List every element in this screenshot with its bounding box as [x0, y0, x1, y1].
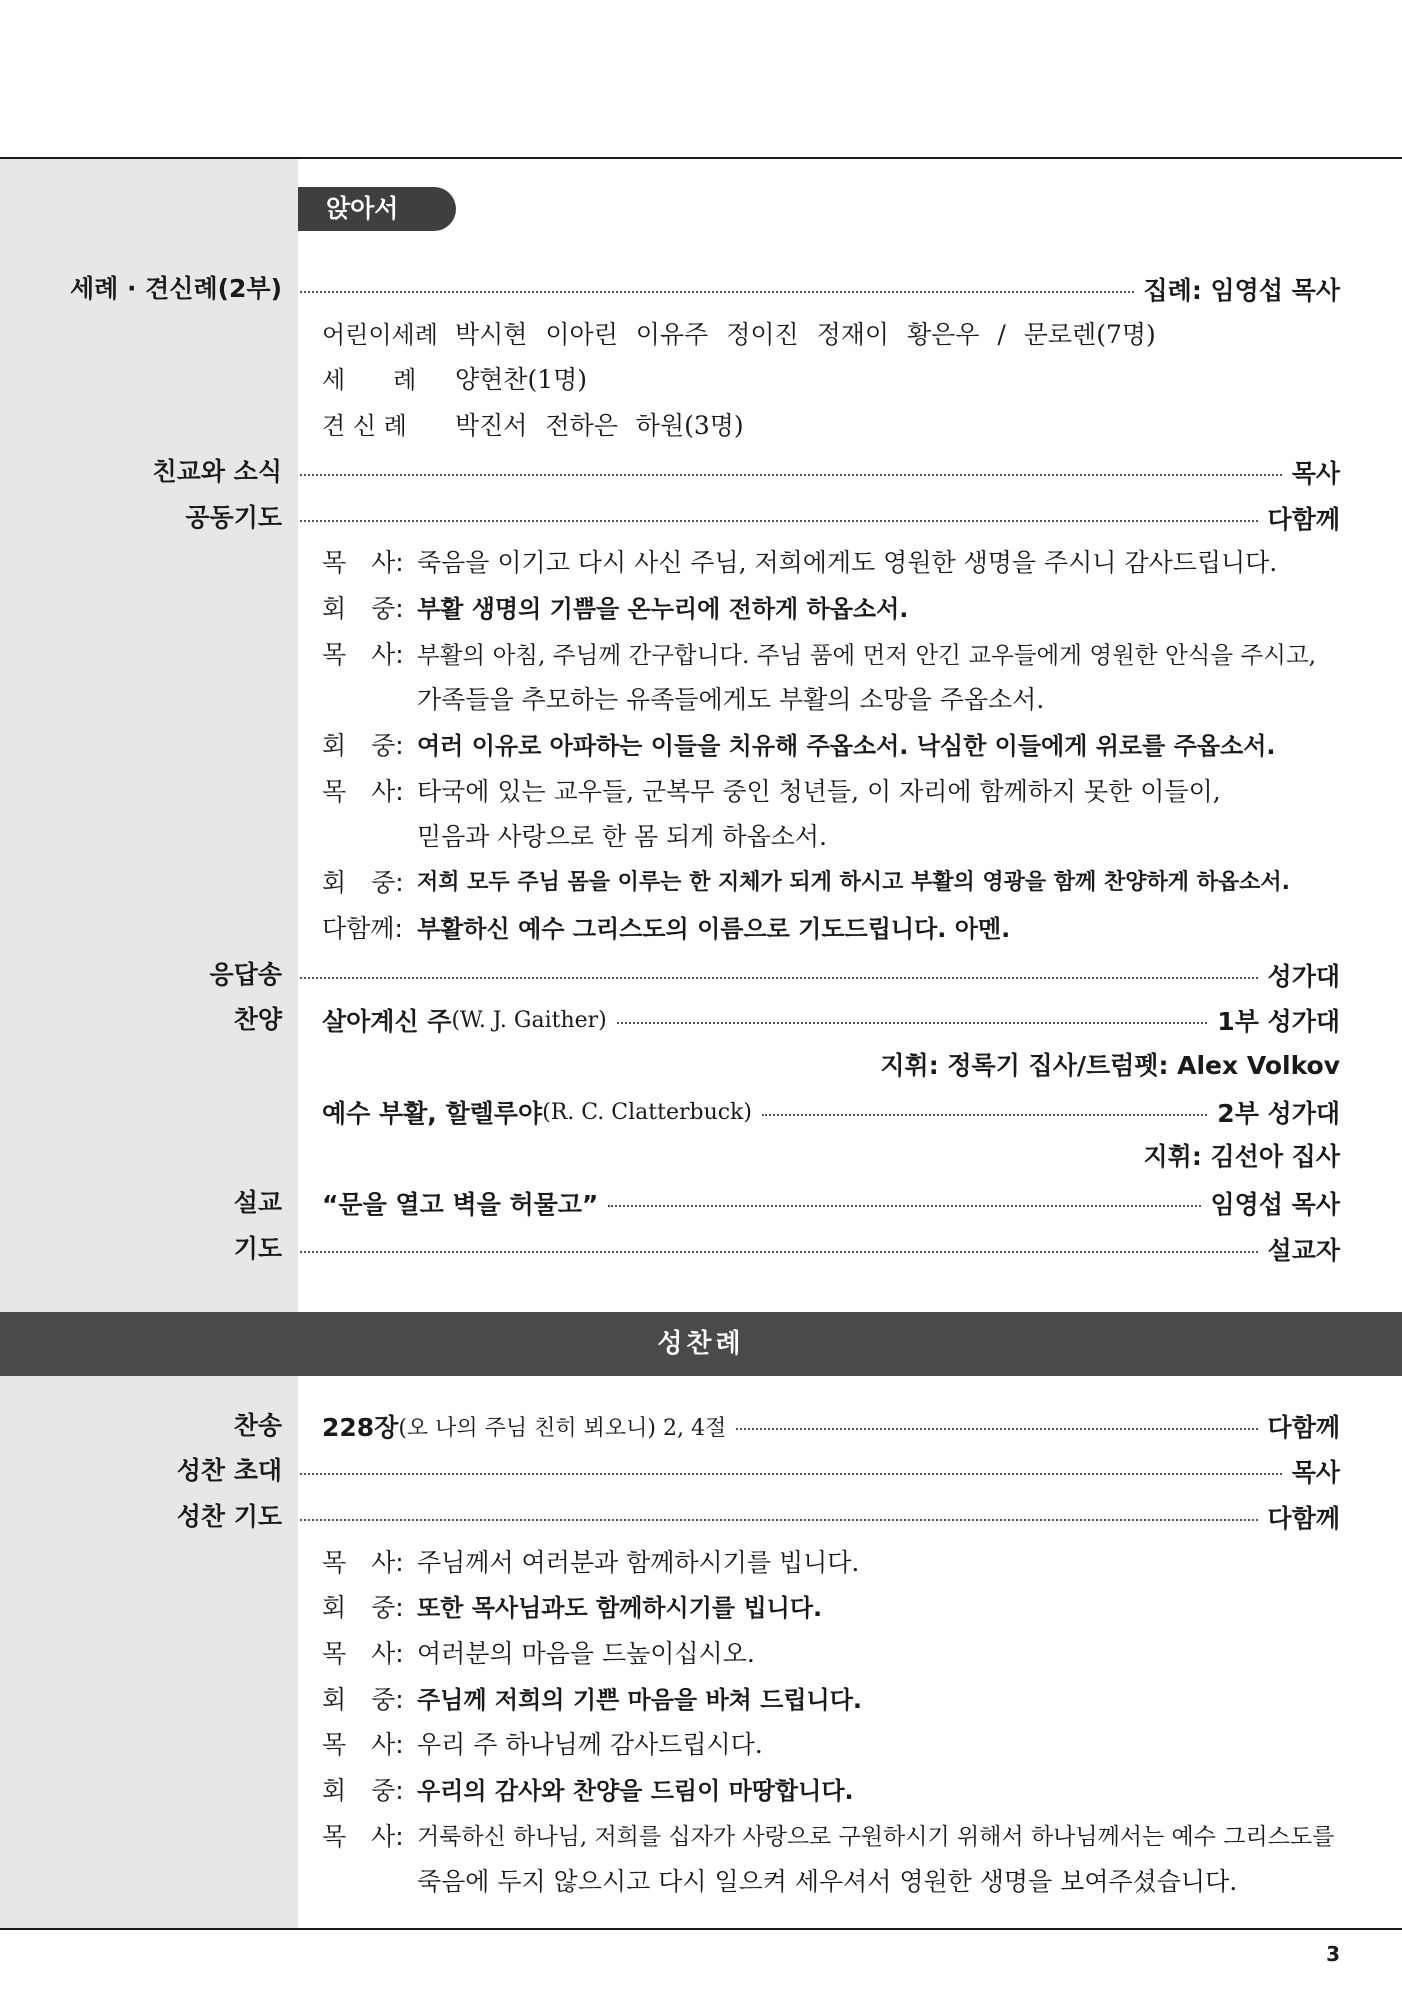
anthem-composer: (R. C. Clatterbuck) — [542, 1099, 752, 1125]
closing-prayer-label: 기도 — [233, 1234, 282, 1263]
section-badge: 앉아서 — [298, 187, 456, 231]
baptism-label: 세례 · 견신례(2부) — [69, 274, 282, 303]
invitation-leader: 목사 — [1291, 1458, 1340, 1487]
bottom-rule — [0, 1928, 1402, 1930]
speaker: 회 중: — [322, 594, 404, 623]
communion-line — [0, 1541, 1402, 1585]
prayer-line — [0, 678, 1402, 722]
line-text: 거룩하신 하나님, 저희를 십자가 사랑으로 구원하시기 위해서 하나님께서는 예수 그리스도를 — [417, 1824, 1335, 1850]
baptism-names: 양현찬(1명) — [455, 365, 588, 394]
communion-line — [0, 1632, 1402, 1676]
sermon-row — [0, 1181, 1402, 1225]
baptism-names: 박진서 전하은 하원(3명) — [455, 411, 744, 440]
line-text: 부활하신 예수 그리스도의 이름으로 기도드립니다. 아멘. — [417, 915, 1011, 943]
line-text: 주님께 저희의 기쁜 마음을 바쳐 드립니다. — [417, 1686, 863, 1714]
line-text: 또한 목사님과도 함께하시기를 빕니다. — [417, 1594, 823, 1622]
anthem-choir: 1부 성가대 — [1217, 1007, 1340, 1036]
speaker: 목 사: — [322, 777, 404, 806]
prayer-label: 공동기도 — [185, 503, 282, 532]
line-text: 부활 생명의 기쁨을 온누리에 전하게 하옵소서. — [417, 595, 909, 623]
prayer-row — [0, 496, 1402, 540]
speaker: 회 중: — [322, 1593, 404, 1622]
fellowship-leader: 목사 — [1291, 459, 1340, 488]
invitation-label: 성찬 초대 — [176, 1456, 282, 1485]
fellowship-label: 친교와 소식 — [152, 457, 282, 486]
response-row — [0, 953, 1402, 997]
conductor-row — [0, 1135, 1402, 1179]
prayer-line — [0, 907, 1402, 951]
line-text: 저희 모두 주님 몸을 이루는 한 지체가 되게 하시고 부활의 영광을 함께 찬양하게 하옵소서. — [417, 870, 1291, 895]
baptism-kind: 세 례 — [322, 366, 417, 394]
prayer-line — [0, 724, 1402, 768]
line-text: 타국에 있는 교우들, 군복무 중인 청년들, 이 자리에 함께하지 못한 이들이, — [417, 777, 1221, 806]
prayer-line — [0, 541, 1402, 585]
anthem-title: 살아계신 주 — [322, 1007, 452, 1036]
speaker: 회 중: — [322, 1776, 404, 1805]
hymn-label: 찬송 — [233, 1411, 282, 1440]
anthem-label: 찬양 — [233, 1005, 282, 1034]
speaker: 회 중: — [322, 868, 404, 897]
communion-line — [0, 1586, 1402, 1630]
page-number: 3 — [1326, 1942, 1340, 1966]
speaker: 목 사: — [322, 640, 404, 669]
sermon-label: 설교 — [233, 1188, 282, 1217]
communion-line — [0, 1815, 1402, 1859]
line-text: 여러분의 마음을 드높이십시오. — [417, 1639, 755, 1668]
line-text: 우리의 감사와 찬양을 드림이 마땅합니다. — [417, 1777, 854, 1805]
communion-line — [0, 1769, 1402, 1813]
hymn-row — [0, 1404, 1402, 1448]
communion-prayer-row — [0, 1495, 1402, 1539]
anthem-conductor: 지휘: 정록기 집사/트럼펫: Alex Volkov — [880, 1051, 1340, 1080]
speaker: 회 중: — [322, 1685, 404, 1714]
prayer-line — [0, 861, 1402, 905]
communion-prayer-label: 성찬 기도 — [176, 1502, 282, 1531]
speaker: 회 중: — [322, 731, 404, 760]
speaker: 목 사: — [322, 1639, 404, 1668]
baptism-group-row — [0, 313, 1402, 357]
prayer-line — [0, 815, 1402, 859]
communion-line — [0, 1860, 1402, 1904]
baptism-group-row — [0, 358, 1402, 402]
sermon-title: “문을 열고 벽을 허물고” — [322, 1190, 599, 1219]
conductor-row — [0, 1044, 1402, 1088]
anthem-composer: (W. J. Gaither) — [451, 1007, 607, 1033]
response-label: 응답송 — [209, 960, 282, 989]
speaker: 목 사: — [322, 1730, 404, 1759]
line-text: 부활의 아침, 주님께 간구합니다. 주님 품에 먼저 안긴 교우들에게 영원한 안식을 주시고, — [417, 641, 1317, 669]
line-text: 믿음과 사랑으로 한 몸 되게 하옵소서. — [417, 822, 827, 851]
communion-line — [0, 1678, 1402, 1722]
speaker: 목 사: — [322, 1822, 404, 1851]
sermon-preacher: 임영섭 목사 — [1210, 1190, 1340, 1219]
line-text: 가족들을 추모하는 유족들에게도 부활의 소망을 주옵소서. — [417, 685, 1045, 714]
prayer-line — [0, 770, 1402, 814]
baptism-officiant: 집례: 임영섭 목사 — [1143, 276, 1340, 305]
closing-prayer-row — [0, 1227, 1402, 1271]
prayer-line — [0, 633, 1402, 677]
anthem-row — [0, 998, 1402, 1042]
prayer-line — [0, 587, 1402, 631]
line-text: 주님께서 여러분과 함께하시기를 빕니다. — [417, 1548, 860, 1577]
baptism-group-row — [0, 404, 1402, 448]
closing-prayer-leader: 설교자 — [1267, 1236, 1340, 1265]
hymn-description: (오 나의 주님 친히 뵈오니) 2, 4절 — [398, 1415, 727, 1441]
baptism-kind: 견 신 례 — [322, 412, 407, 440]
anthem-title: 예수 부활, 할렐루야 — [322, 1099, 543, 1128]
line-text: 죽음을 이기고 다시 사신 주님, 저희에게도 영원한 생명을 주시니 감사드립니다. — [417, 548, 1278, 577]
communion-line — [0, 1723, 1402, 1767]
invitation-row — [0, 1449, 1402, 1493]
anthem-conductor: 지휘: 김선아 집사 — [1143, 1142, 1340, 1171]
section-title-band: 성찬례 — [0, 1312, 1402, 1376]
baptism-kind: 어린이세례 — [322, 321, 438, 349]
line-text: 우리 주 하나님께 감사드립시다. — [417, 1730, 763, 1759]
communion-prayer-leader: 다함께 — [1267, 1504, 1340, 1533]
baptism-names: 박시현 이아린 이유주 정이진 정재이 황은우 / 문로렌(7명) — [455, 320, 1156, 349]
fellowship-row — [0, 450, 1402, 494]
anthem-choir: 2부 성가대 — [1217, 1099, 1340, 1128]
speaker: 다함께: — [322, 914, 403, 943]
speaker: 목 사: — [322, 548, 404, 577]
line-text: 여러 이유로 아파하는 이들을 치유해 주옵소서. 낙심한 이들에게 위로를 주옵소서. — [417, 732, 1276, 760]
prayer-leader: 다함께 — [1267, 505, 1340, 534]
line-text: 죽음에 두지 않으시고 다시 일으켜 세우셔서 영원한 생명을 보여주셨습니다. — [417, 1867, 1238, 1896]
anthem-row — [0, 1090, 1402, 1134]
baptism-row — [0, 267, 1402, 311]
hymn-number: 228장 — [322, 1413, 399, 1442]
hymn-leader: 다함께 — [1267, 1413, 1340, 1442]
response-performer: 성가대 — [1267, 962, 1340, 991]
speaker: 목 사: — [322, 1548, 404, 1577]
